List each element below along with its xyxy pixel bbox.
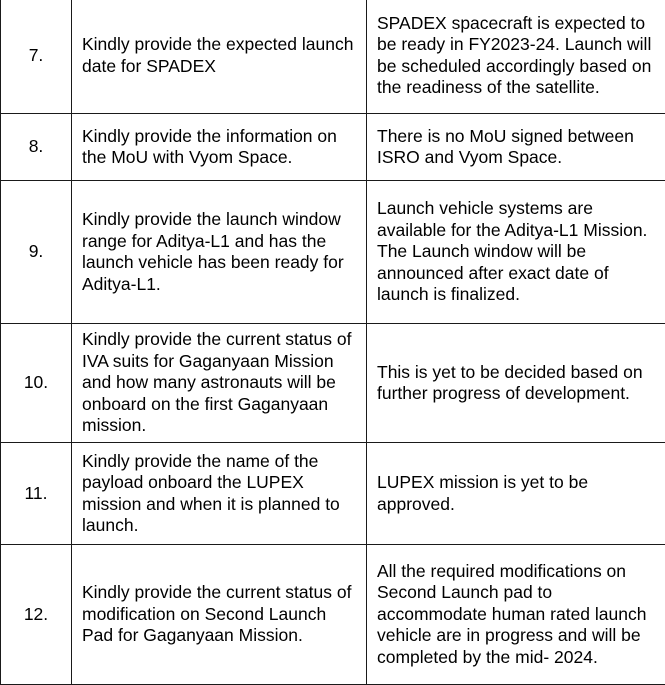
- row-number: 10.: [1, 324, 72, 443]
- answer-cell: This is yet to be decided based on further progress of development.: [367, 324, 665, 443]
- question-cell: Kindly provide the launch window range for Aditya-L1 and has the launch vehicle has been ready for Aditya-L1.: [72, 181, 367, 324]
- answer-cell: Launch vehicle systems are available for the Aditya-L1 Mission. The Launch window will be announced after exact date of launch is finalized.: [367, 181, 665, 324]
- question-cell: Kindly provide the current status of modification on Second Launch Pad for Gaganyaan Mission.: [72, 545, 367, 685]
- table-row: [1, 114, 665, 181]
- answer-cell: There is no MoU signed between ISRO and Vyom Space.: [367, 114, 665, 181]
- table-row: [1, 443, 665, 545]
- question-cell: Kindly provide the information on the MoU with Vyom Space.: [72, 114, 367, 181]
- row-number: 11.: [1, 443, 72, 545]
- question-cell: Kindly provide the expected launch date for SPADEX: [72, 0, 367, 114]
- row-number: 8.: [1, 114, 72, 181]
- table-row: [1, 324, 665, 443]
- table-row: [1, 181, 665, 324]
- answer-cell: LUPEX mission is yet to be approved.: [367, 443, 665, 545]
- row-number: 12.: [1, 545, 72, 685]
- row-number: 7.: [1, 0, 72, 114]
- answer-cell: All the required modifications on Second Launch pad to accommodate human rated launch vehicle are in progress and will be completed by the mid- 2024.: [367, 545, 665, 685]
- question-cell: Kindly provide the name of the payload onboard the LUPEX mission and when it is planned to launch.: [72, 443, 367, 545]
- table-row: [1, 545, 665, 685]
- answer-cell: SPADEX spacecraft is expected to be ready in FY2023-24. Launch will be scheduled accordingly based on the readiness of the satellite.: [367, 0, 665, 114]
- table-row: [1, 0, 665, 114]
- row-number: 9.: [1, 181, 72, 324]
- question-cell: Kindly provide the current status of IVA suits for Gaganyaan Mission and how many astronauts will be onboard on the first Gaganyaan mission.: [72, 324, 367, 443]
